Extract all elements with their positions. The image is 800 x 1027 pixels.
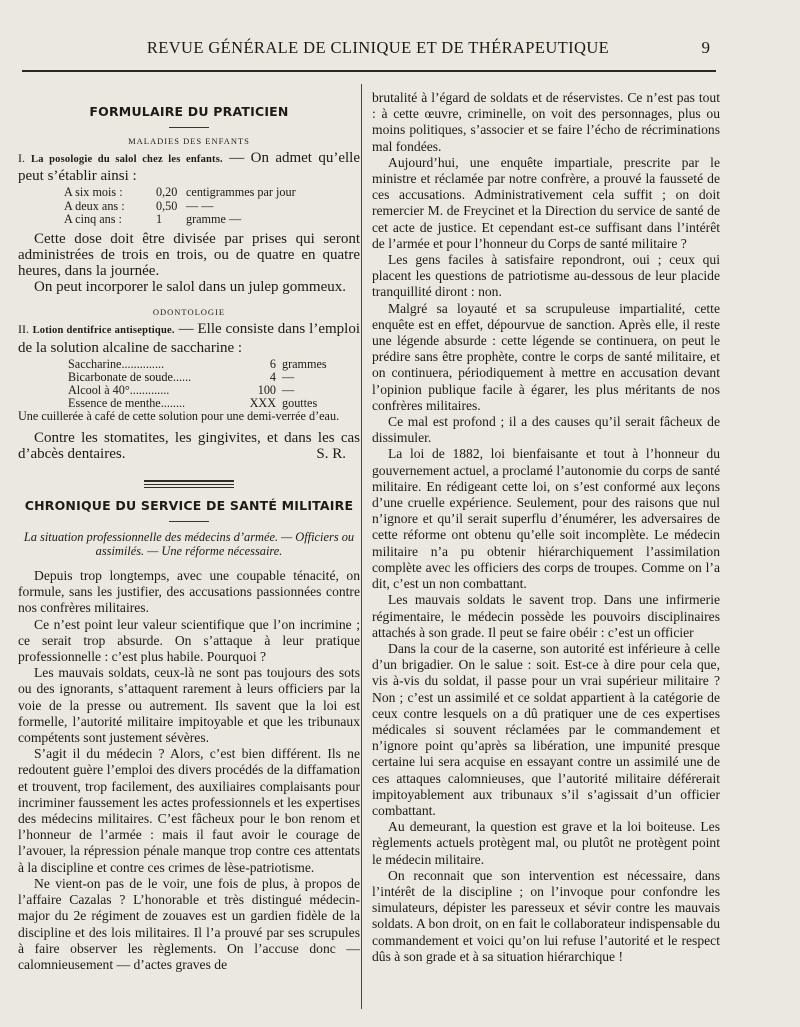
- item-salol: [18, 150, 360, 184]
- section-title-formulaire: FORMULAIRE DU PRATICIEN: [89, 104, 289, 119]
- paragraph: On reconnait que son intervention est nécessaire, dans l’intérêt de la discipline ; on l’invoque pour confondre les simulateurs, dépister les paresseux et sévir contre les mauvais soldats. A bon droit, on en fait le collaborateur indispensable du commandement et voici qu’on lui refuse l’autorité et le respect dûs à son grade et à sa situation hiérarchique !: [372, 867, 720, 964]
- quantity: XXX: [249, 396, 276, 411]
- section-separator: [144, 480, 234, 488]
- dose-qty: 1: [156, 212, 163, 227]
- paragraph: Ce n’est point leur valeur scientifique que l’on incrimine ; ce serait trop absurde. On s’attaque à leur pratique professionnelle : c’est plus habile. Pourquoi ?: [18, 616, 360, 665]
- paragraph: Depuis trop longtemps, avec une coupable ténacité, on formule, sans les justifier, des accusations passionnées contre nos confrères militaires.: [18, 568, 360, 616]
- dose-unit: — —: [186, 198, 214, 213]
- title-rule: [169, 521, 209, 522]
- article-summary: La situation professionnelle des médecins d’armée. — Officiers ou assimilés. — Une réforme nécessaire.: [23, 530, 355, 559]
- paragraph: Malgré sa loyauté et sa scrupuleuse impartialité, cette enquête est en effet, dépourvue de sanction. Après elle, il reste une légende absurde : cette légende se continuera, on peut le prédire sans être prophète, contre le corps de santé militaire, et on continuera, périodiquement à mettre en accusation devant l’opinion publique facile à égarer, les plus méritants de nos confrères militaires.: [372, 300, 720, 413]
- dose-qty: 0,20: [156, 185, 178, 200]
- header-rule: [22, 70, 716, 72]
- paragraph: Ce mal est profond ; il a des causes qu’il serait fâcheux de dissimuler.: [372, 414, 720, 446]
- right-column: [372, 90, 720, 965]
- quantity: 4: [269, 369, 276, 384]
- column-divider: [361, 84, 362, 1009]
- paragraph: S’agit il du médecin ? Alors, c’est bien différent. Ils ne redoutent guère l’emploi des divers procédés de la diffamation et trouvent, trop facilement, des auxiliaires complaisants pour incriminer faussement les actes professionnels et les expertises des médecins militaires. C’est fâcheux pour le bon renom et l’honneur de l’armée : mais il faut avoir le courage de l’avouer, la répression pénale manque trop contre ces attentats à la discipline et contre ces crimes de lèse-patriotisme.: [18, 746, 360, 875]
- paragraph: brutalité à l’égard de soldats et de réservistes. Ce n’est pas tout : à cette œuvre, criminelle, on voit des personnages, plus ou moins politiques, s’associer et se faire l’écho de récriminations mal fondées.: [372, 90, 720, 154]
- ingredient: Saccharine..............: [68, 356, 165, 371]
- paragraph: Ne vient-on pas de le voir, une fois de plus, à propos de l’affaire Cazalas ? L’honorable et très distingué médecin-major du 2e régiment de zouaves est un gardien fidèle de la discipline et des lois militaires. Il l’a prouvé par ses scrupules à faire observer les règlements. On l’accuse donc — calomnieusement — d’actes graves de: [18, 875, 360, 972]
- paragraph: Cette dose doit être divisée par prises qui seront administrées de trois en trois, ou de quatre en quatre heures, dans la journée.: [18, 230, 360, 280]
- closing-text: Contre les stomatites, les gingivites, et dans les cas d’abcès dentaires.: [18, 429, 360, 462]
- ingredient: Essence de menthe........: [68, 396, 186, 411]
- paragraph: On peut incorporer le salol dans un julep gommeux.: [34, 279, 347, 296]
- paragraph: Aujourd’hui, une enquête impartiale, prescrite par le ministre et réclamée par notre confrère, a prouvé la fausseté de ces accusations. Administrativement cela suffit ; on doit remercier M. de Freycinet et la Direction du service de santé de cet acte de justice. Et cependant est-ce suffisant dans l’intérêt de l’armée et pour l’honneur du Corps de santé militaire ?: [372, 154, 720, 251]
- paragraph: Les mauvais soldats, ceux-là ne sont pas toujours des sots ou des ignorants, s’attaquent rarement à leurs officiers par la voie de la presse ou autrement. Ils savent que la loi est formelle, l’autorité militaire impitoyable et que les tribunaux compétents sont justement sévères.: [18, 665, 360, 746]
- title-rule: [169, 127, 209, 128]
- unit: gouttes: [282, 396, 318, 411]
- running-title: REVUE GÉNÉRALE DE CLINIQUE ET DE THÉRAPEUTIQUE: [146, 38, 610, 57]
- unit: —: [282, 369, 295, 384]
- dose-unit: centigrammes par jour: [186, 185, 296, 200]
- item-text: — On admet qu’elle peut s’établir ainsi :: [18, 150, 360, 185]
- recipe-row: [68, 358, 327, 371]
- paragraph: Les gens faciles à satisfaire repondront, oui ; ceux qui placent les questions de patriotisme au-dessous de leur placide tranquillité diront : non.: [372, 252, 720, 300]
- dose-age: A deux ans :: [64, 198, 125, 213]
- quantity: 6: [269, 356, 276, 371]
- dose-unit: gramme —: [186, 212, 242, 227]
- page-number: 9: [701, 38, 710, 57]
- paragraph: [18, 430, 360, 462]
- ingredient: Bicarbonate de soude......: [68, 369, 192, 384]
- paragraph: Dans la cour de la caserne, son autorité est inférieure à celle d’un brigadier. On le salue : soit. Est-ce à dire pour cela que, vis à-vis du soldat, il passe pour un vrai supérieur militaire ? Non ; c’est un assimilé et ce soldat appartient à la catégorie de ceux contre lesquels on a dû pratiquer une de ces expertises médicales si souvent réclamées par le commandement et n’ignore point qu’après sa libération, une impunité presque certaine lui sera acquise en essayant contre un assimilé une de ces attaques calomnieuses, que l’autorité militaire déférerait impitoyablement aux tribunaux s’il s’agissait d’un officier combattant.: [372, 640, 720, 818]
- dose-row: [64, 213, 296, 226]
- paragraph: Au demeurant, la question est grave et la loi boiteuse. Les règlements actuels protègent mal, ou plutôt ne protègent point le médecin militaire.: [372, 819, 720, 867]
- recipe-note: Une cuillerée à café de cette solution pour une demi-verrée d’eau.: [18, 409, 340, 424]
- paragraph: La loi de 1882, loi bienfaisante et tout à l’honneur du gouvernement actuel, a proclamé l’autonomie du corps de santé militaire. En rédigeant cette loi, on s’est conformé aux leçons d’une cruelle expérience. Seulement, pour des raisons que nul n’ignore et qu’il serait superflu d’énumérer, les adversaires de cette réforme ont obtenu qu’elle soit incomplète. Le médecin militaire n’a pu obtenir hiérarchiquement l’assimilation complète avec les officiers des corps de troupes. Comme on l’a dit, c’est un non combattant.: [372, 446, 720, 592]
- item-lead: La posologie du salol chez les enfants.: [31, 154, 223, 165]
- dose-age: A cinq ans :: [64, 212, 122, 227]
- item-number: II.: [18, 322, 29, 337]
- unit: grammes: [282, 356, 327, 371]
- subheading-odontologie: ODONTOLOGIE: [152, 307, 226, 318]
- section-title-chronique: CHRONIQUE DU SERVICE DE SANTÉ MILITAIRE: [24, 498, 354, 514]
- dose-qty: 0,50: [156, 198, 178, 213]
- unit: —: [282, 383, 295, 398]
- subheading-maladies: MALADIES DES ENFANTS: [128, 136, 250, 146]
- paragraph: Les mauvais soldats le savent trop. Dans une infirmerie régimentaire, le médecin possède les pouvoirs disciplinaires attachés à son grade. Il peut se faire obéir : c’est un officier: [372, 592, 720, 640]
- item-lotion: [18, 321, 360, 355]
- dose-row: [64, 186, 296, 199]
- dose-table: [64, 186, 296, 226]
- item-number: I.: [18, 151, 25, 165]
- signature: S. R.: [316, 445, 346, 462]
- running-head: [18, 38, 798, 62]
- item-text: — Elle consiste dans l’emploi de la solution alcaline de saccharine :: [18, 321, 360, 356]
- left-column: [18, 100, 360, 973]
- quantity: 100: [257, 383, 276, 398]
- dose-age: A six mois :: [64, 185, 123, 200]
- dose-row: [64, 200, 296, 213]
- ingredient: Alcool à 40°.............: [68, 383, 170, 398]
- item-lead: Lotion dentifrice antiseptique.: [32, 325, 175, 337]
- recipe-table: [68, 358, 327, 410]
